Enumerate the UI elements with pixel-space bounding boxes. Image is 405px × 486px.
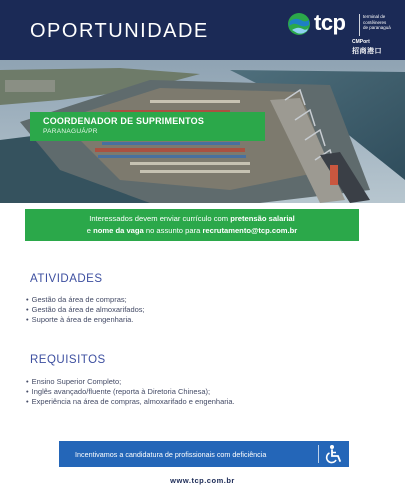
header-banner — [0, 0, 405, 60]
logo-tagline-line: de paranaguá — [363, 25, 391, 30]
application-text: Interessados devem enviar currículo com — [89, 214, 231, 223]
inclusion-banner — [59, 441, 349, 467]
list-item: • Experiência na área de compras, almoxarifado e engenharia. — [26, 397, 235, 407]
website-link[interactable]: www.tcp.com.br — [170, 476, 235, 485]
inclusion-text: Incentivamos a candidatura de profissionais com deficiência — [75, 450, 267, 459]
recruitment-email[interactable]: recrutamento@tcp.com.br — [202, 226, 298, 235]
logo-wordmark: tcp — [314, 10, 346, 35]
list-item: • Ensino Superior Completo; — [26, 377, 235, 387]
requirements-list — [26, 377, 235, 407]
application-text: e — [86, 226, 94, 235]
partner-chinese-name: 招商港口 — [352, 48, 382, 55]
position-location: PARANAGUÁ/PR — [43, 128, 98, 135]
application-line-2 — [25, 225, 359, 237]
globe-icon — [287, 12, 311, 36]
partner-logo-text: CMPort — [352, 39, 370, 45]
position-title: COORDENADOR DE SUPRIMENTOS — [43, 116, 205, 126]
list-item: • Inglês avançado/fluente (reporta à Diretoria Chinesa); — [26, 387, 235, 397]
logo-tagline-line: terminal de — [363, 14, 386, 19]
requirements-heading: REQUISITOS — [30, 354, 106, 366]
job-name-emphasis: nome da vaga — [93, 226, 144, 235]
tcp-logo — [287, 10, 399, 56]
application-line-1 — [25, 213, 359, 225]
wheelchair-icon — [323, 444, 345, 464]
activities-list — [26, 295, 145, 325]
port-aerial-photo — [0, 60, 405, 203]
activities-heading: ATIVIDADES — [30, 273, 103, 285]
list-item: • Gestão da área de almoxarifados; — [26, 305, 145, 315]
salary-emphasis: pretensão salarial — [230, 214, 295, 223]
logo-divider — [359, 14, 360, 36]
list-item: • Gestão da área de compras; — [26, 295, 145, 305]
page-title: OPORTUNIDADE — [30, 20, 209, 42]
inclusion-divider — [318, 445, 319, 463]
position-box — [30, 112, 265, 141]
list-item: • Suporte à área de engenharia. — [26, 315, 145, 325]
application-instructions — [25, 209, 359, 241]
application-text: no assunto para — [143, 226, 203, 235]
logo-tagline — [363, 14, 403, 31]
logo-tagline-line: contêineres — [363, 19, 387, 25]
